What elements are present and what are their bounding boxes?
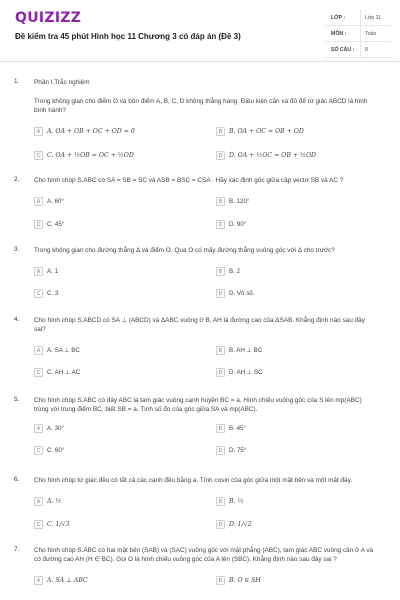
option-letter-box: C	[34, 220, 43, 229]
option-d[interactable]	[216, 288, 254, 299]
option-letter-box: B	[216, 497, 225, 506]
option-text: A. OA + OB + OC + OD = 0	[47, 128, 135, 135]
option-b[interactable]	[216, 423, 246, 434]
page-title: Đề kiểm tra 45 phút Hình học 11 Chương 3 có đáp án (Đề 3)	[15, 32, 241, 41]
option-d[interactable]	[216, 445, 246, 456]
option-letter-box: C	[34, 368, 43, 377]
meta-box	[325, 10, 391, 58]
option-a[interactable]	[34, 266, 58, 277]
question-text: Cho hình chóp S.ABC có đáy ABC là tam giác vuông cạnh huyền BC = a. Hình chiếu vuông góc của S lên mp(ABC) trùng với trung điểm BC, biết SB = a. Tính số đo của góc giữa SA và mp(ABC).	[34, 397, 362, 413]
option-letter-box: A	[34, 127, 43, 136]
option-letter-box: D	[216, 220, 225, 229]
option-text: B. 2	[229, 268, 241, 275]
option-letter-box: A	[34, 424, 43, 433]
option-a[interactable]	[34, 196, 64, 207]
question-number: 4.	[14, 316, 20, 323]
option-letter-box: B	[216, 127, 225, 136]
question-number: 6.	[14, 476, 20, 483]
option-letter-box: B	[216, 346, 225, 355]
option-text: A. 60°	[47, 198, 64, 205]
option-text: D. 1/√2	[229, 521, 252, 528]
option-d[interactable]	[216, 150, 316, 161]
option-c[interactable]	[34, 288, 58, 299]
option-letter-box: A	[34, 576, 43, 585]
option-b[interactable]	[216, 266, 240, 277]
option-text: B. 45°	[229, 425, 246, 432]
option-text: A. ½	[47, 498, 62, 505]
option-letter-box: A	[34, 197, 43, 206]
option-letter-box: D	[216, 289, 225, 298]
meta-value: 8	[365, 47, 368, 53]
option-letter-box: D	[216, 446, 225, 455]
meta-row-count	[325, 42, 391, 58]
question-text: Cho hình chóp tứ giác đều có tất cả các cạnh đều bằng a. Tính cosin của góc giữa một mặt bên và một mặt đáy.	[34, 477, 353, 484]
question-text: Cho hình chóp S.ABCD có SA ⊥ (ABCD) và ΔABC vuông ở B, AH là đường cao của ΔSAB. Khẳng định nào sau đây sai?	[34, 317, 365, 333]
option-text: B. AH ⊥ BC	[229, 347, 263, 354]
option-text: C. 3	[47, 290, 59, 297]
option-text: B. OA + OC = OB + OD	[229, 128, 304, 135]
option-text: C. 60°	[47, 447, 65, 454]
option-text: A. SA ⊥ ABC	[47, 577, 88, 584]
option-letter-box: D	[216, 520, 225, 529]
option-d[interactable]	[216, 219, 246, 230]
meta-row-subject	[325, 26, 391, 42]
option-letter-box: B	[216, 576, 225, 585]
option-c[interactable]	[34, 519, 69, 530]
option-text: D. Vô số.	[229, 290, 255, 297]
question-number: 7.	[14, 546, 20, 553]
meta-key: SỐ CÂU :	[331, 47, 355, 53]
option-text: D. AH ⊥ SC	[229, 369, 263, 376]
option-text: B. O ∈ SH	[229, 577, 261, 584]
option-letter-box: C	[34, 446, 43, 455]
option-c[interactable]	[34, 219, 64, 230]
question-text: Cho hình chóp S.ABC có SA = SB = SC và ASB = BSC = CSA . Hãy xác định góc giữa cặp vectơ SB và AC ?	[34, 177, 344, 184]
option-text: D. 90°	[229, 221, 247, 228]
option-text: C. OA + ½OB = OC + ½OD	[47, 152, 134, 159]
option-b[interactable]	[216, 196, 249, 207]
option-text: D. 75°	[229, 447, 247, 454]
option-letter-box: C	[34, 151, 43, 160]
option-b[interactable]	[216, 126, 304, 137]
option-c[interactable]	[34, 367, 80, 378]
option-letter-box: A	[34, 497, 43, 506]
option-text: C. AH ⊥ AC	[47, 369, 81, 376]
header	[0, 0, 400, 62]
option-d[interactable]	[216, 367, 263, 378]
question-text: Trong không gian cho đường thẳng Δ và điểm O. Qua O có mấy đường thẳng vuông góc với Δ cho trước?	[34, 247, 335, 254]
option-b[interactable]	[216, 496, 243, 507]
option-text: A. 1	[47, 268, 59, 275]
option-text: D. OA + ½OC = OB + ½OD	[229, 152, 317, 159]
option-a[interactable]	[34, 126, 135, 137]
option-a[interactable]	[34, 575, 88, 586]
question-text: Trong không gian cho điểm O và bốn điểm A, B, C, D không thẳng hàng. Điều kiện cần và đủ để tứ giác ABCD là hình bình hành?	[34, 98, 368, 114]
question-number: 3.	[14, 246, 20, 253]
question-number: 2.	[14, 176, 20, 183]
option-a[interactable]	[34, 345, 80, 356]
option-b[interactable]	[216, 575, 261, 586]
quizizz-logo: QUIZIZZ	[15, 10, 82, 26]
question-number: 1.	[14, 78, 20, 85]
meta-value: Toán	[365, 31, 377, 37]
meta-value: Lớp 11	[365, 15, 381, 21]
option-letter-box: B	[216, 267, 225, 276]
option-d[interactable]	[216, 519, 252, 530]
option-letter-box: D	[216, 368, 225, 377]
option-letter-box: C	[34, 520, 43, 529]
option-text: B. ⅓	[229, 498, 244, 505]
option-text: A. 30°	[47, 425, 64, 432]
meta-key: MÔN :	[331, 31, 347, 37]
section-title: Phần I.Trắc nghiệm	[34, 79, 90, 86]
option-letter-box: A	[34, 267, 43, 276]
meta-row-grade	[325, 10, 391, 26]
option-letter-box: B	[216, 197, 225, 206]
option-b[interactable]	[216, 345, 262, 356]
option-text: A. SA ⊥ BC	[47, 347, 80, 354]
question-number: 5.	[14, 396, 20, 403]
option-c[interactable]	[34, 150, 134, 161]
option-text: B. 120°	[229, 198, 250, 205]
question-text: Cho hình chóp S.ABC có hai mặt bên (SAB) và (SAC) vuông góc với mặt phẳng (ABC), tam giác ABC vuông cân ở A và có đường cao AH (H ∈ BC). Gọi O là hình chiếu vuông góc của A lên (SBC). Khẳng định nào sau đây sai ?	[34, 547, 374, 563]
option-a[interactable]	[34, 423, 64, 434]
option-letter-box: B	[216, 424, 225, 433]
option-letter-box: D	[216, 151, 225, 160]
option-text: C. 1/√3	[47, 521, 70, 528]
option-text: C. 45°	[47, 221, 65, 228]
option-c[interactable]	[34, 445, 64, 456]
option-a[interactable]	[34, 496, 61, 507]
option-letter-box: C	[34, 289, 43, 298]
meta-key: LỚP :	[331, 15, 346, 21]
option-letter-box: A	[34, 346, 43, 355]
